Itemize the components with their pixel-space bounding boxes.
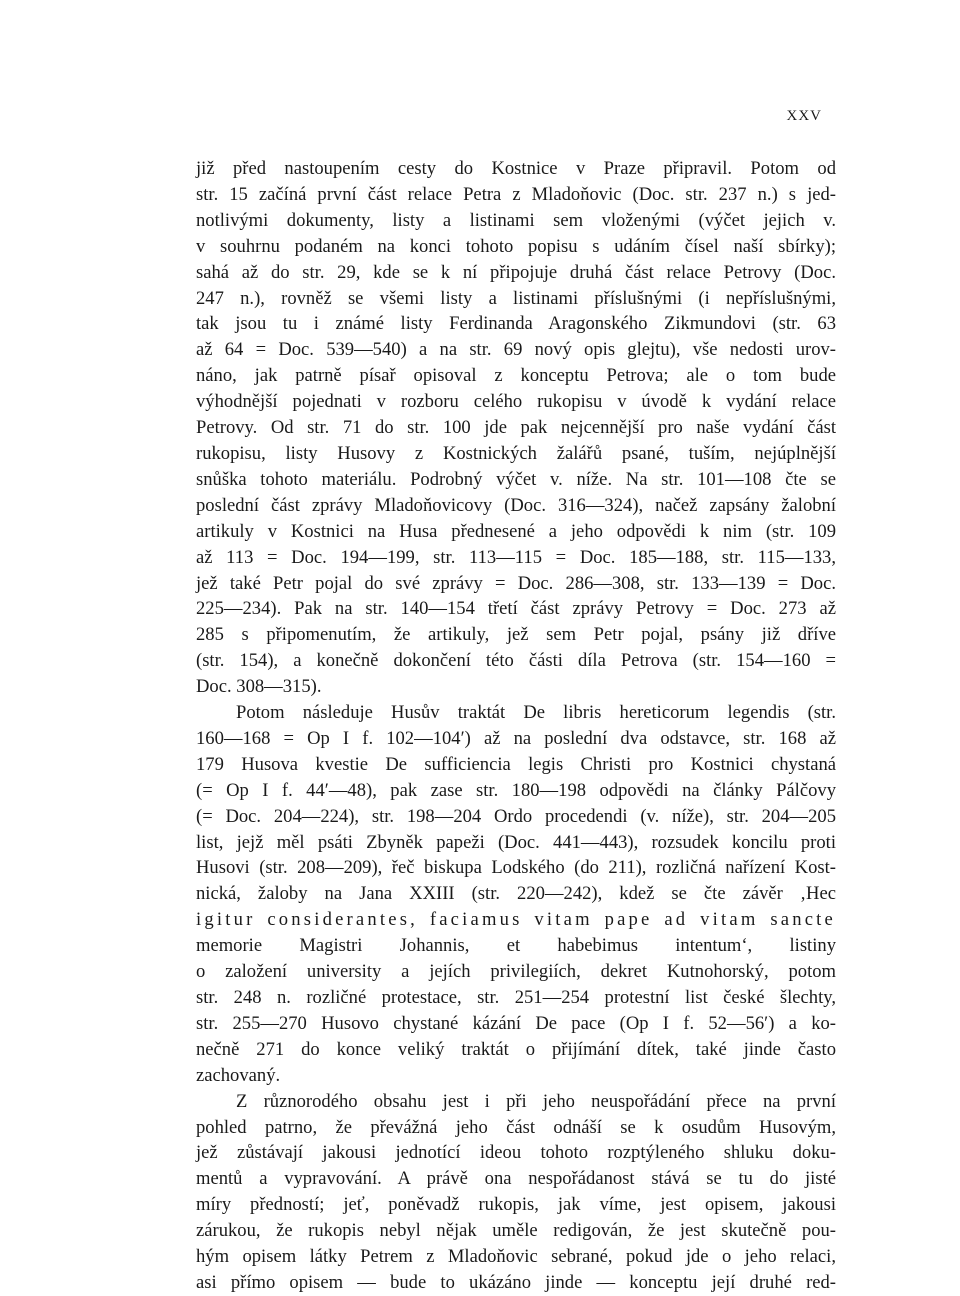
- text-line: 225—234). Pak na str. 140—154 třetí část zprávy Petrovy = Doc. 273 až: [196, 598, 836, 620]
- text-line: notlivými dokumenty, listy a listinami sem vloženými (výčet jejich v.: [196, 209, 836, 231]
- text-line: již před nastoupením cesty do Kostnice v Praze připravil. Potom od: [196, 158, 836, 179]
- text-line: v souhrnu podaném na konci tohoto popisu s udáním čísel naší sbírky);: [196, 235, 836, 257]
- text-line: Z různorodého obsahu jest i při jeho neuspořádání přece na první: [236, 1090, 836, 1112]
- text-line: pohled patrno, že převážná jeho část odnáší se k osudům Husovým,: [196, 1116, 836, 1138]
- text-line: jež také Petr pojal do své zprávy = Doc. 286—308, str. 133—139 = Doc.: [196, 572, 836, 594]
- text-line: zachovaný.: [196, 1064, 281, 1086]
- text-line: memorie Magistri Johannis, et habebimus intentum‘, listiny: [196, 935, 836, 957]
- text-line: list, jejž měl psáti Zbyněk papeži (Doc. 441—443), rozsudek koncilu proti: [196, 831, 836, 853]
- text-line: nická, žaloby na Jana XXIII (str. 220—242), kdež se čte závěr ‚Hec: [196, 883, 836, 905]
- text-line: 160—168 = Op I f. 102—104′) až na poslední dva odstavce, str. 168 až: [196, 727, 836, 749]
- text-line: rukopisu, listy Husovy z Kostnických žalářů psané, tuším, nejúplnější: [196, 442, 836, 464]
- text-line: Doc. 308—315).: [196, 676, 322, 698]
- body-text: [196, 156, 836, 1296]
- text-line: nečně 271 do konce veliký traktát o přijímání dítek, také jinde často: [196, 1038, 836, 1060]
- text-line: artikuly v Kostnici na Husa přednesené a jeho odpovědi k nim (str. 109: [196, 520, 836, 542]
- text-line: míry předností; jeť, poněvadž rukopis, jak víme, jest opisem, jakousi: [196, 1194, 836, 1216]
- page-number: XXV: [786, 108, 822, 124]
- text-line: str. 248 n. rozličné protestace, str. 251—254 protestní list české šlechty,: [196, 987, 836, 1008]
- text-line: str. 15 začíná první část relace Petra z Mladoňovic (Doc. str. 237 n.) s jed-: [196, 183, 836, 205]
- text-line: zárukou, že rukopis nebyl nějak uměle redigován, že jest skutečně pou-: [196, 1220, 836, 1242]
- text-line: poslední část zprávy Mladoňovicovy (Doc. 316—324), načež zapsány žalobní: [196, 494, 836, 516]
- text-line: 285 s připomenutím, že artikuly, jež sem Petr pojal, psány již dříve: [196, 624, 836, 646]
- paragraph-2: [196, 700, 836, 1089]
- text-line: (str. 154), a konečně dokončení této části díla Petrova (str. 154—160 =: [196, 650, 836, 672]
- text-line: igitur considerantes, faciamus vitam pape ad vitam sancte: [196, 909, 836, 931]
- text-line: hým opisem látky Petrem z Mladoňovic sebrané, pokud jde o jeho relaci,: [196, 1246, 836, 1268]
- text-line: 247 n.), rovněž se všemi listy a listinami příslušnými (i nepříslušnými,: [196, 287, 836, 309]
- text-line: (= Doc. 204—224), str. 198—204 Ordo procedendi (v. níže), str. 204—205: [196, 805, 836, 827]
- text-line: Petrovy. Od str. 71 do str. 100 jde pak nejcennější pro naše vydání část: [196, 417, 836, 439]
- text-line: (= Op I f. 44′—48), pak zase str. 180—198 odpovědi na články Pálčovy: [196, 779, 836, 801]
- text-line: asi přímo opisem — bude to ukázáno jinde — konceptu její druhé red-: [196, 1271, 836, 1293]
- text-line: výhodnější pojednati v rozboru celého rukopisu v úvodě k vydání relace: [196, 391, 836, 413]
- text-line: str. 255—270 Husovo chystané kázání De pace (Op I f. 52—56′) a ko-: [196, 1012, 836, 1034]
- text-line: až 64 = Doc. 539—540) a na str. 69 nový opis glejtu), vše nedosti urov-: [196, 339, 836, 361]
- paragraph-1: [196, 156, 836, 700]
- text-line: o založení university a jejích privilegiích, dekret Kutnohorský, potom: [196, 961, 836, 983]
- text-line: 179 Husova kvestie De sufficiencia legis Christi pro Kostnici chystaná: [196, 753, 836, 775]
- text-line: tak jsou tu i známé listy Ferdinanda Aragonského Zikmundovi (str. 63: [196, 313, 836, 335]
- paragraph-3: [196, 1089, 836, 1296]
- text-line: sahá až do str. 29, kde se k ní připojuje druhá část relace Petrovy (Doc.: [196, 261, 836, 283]
- text-line: až 113 = Doc. 194—199, str. 113—115 = Doc. 185—188, str. 115—133,: [196, 546, 836, 568]
- text-line: jež zůstávají jakousi jednotící ideou tohoto rozptýleného shluku doku-: [196, 1142, 836, 1164]
- text-line: Potom následuje Husův traktát De libris hereticorum legendis (str.: [236, 702, 836, 724]
- text-line: Husovi (str. 208—209), řeč biskupa Lodského (do 211), rozličná nařízení Kost-: [196, 857, 836, 879]
- text-line: náno, jak patrně písař opisoval z konceptu Petrova; ale o tom bude: [196, 365, 836, 387]
- text-line: mentů a vypravování. A právě ona nespořádanost stává se tu do jisté: [196, 1168, 836, 1190]
- text-line: snůška tohoto materiálu. Podrobný výčet v. níže. Na str. 101—108 čte se: [196, 468, 836, 490]
